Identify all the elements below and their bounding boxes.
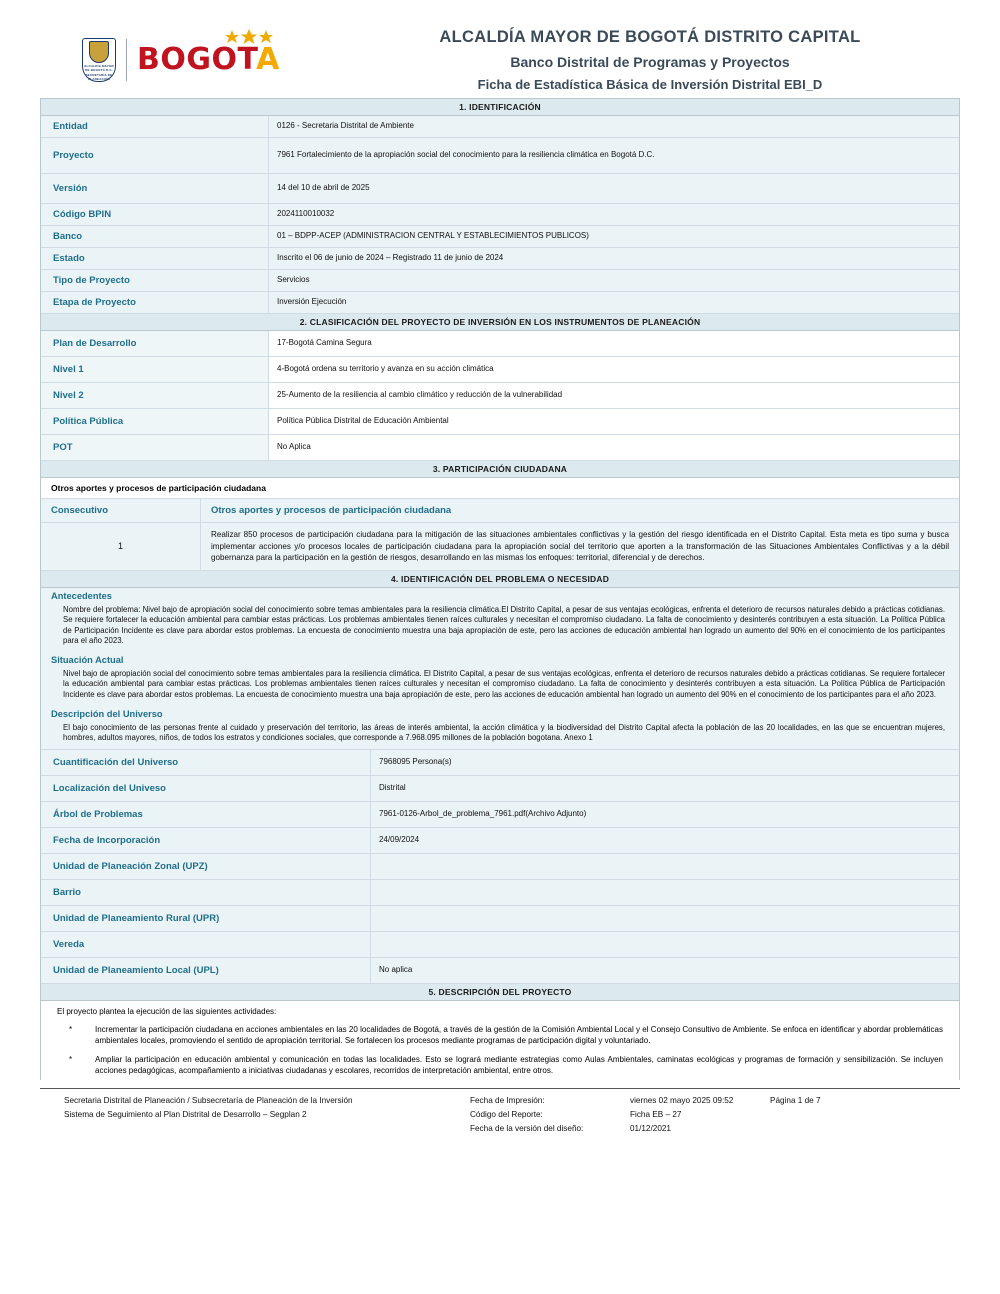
footer-meta-value: 01/12/2021 bbox=[630, 1123, 671, 1133]
field-value: 2024110010032 bbox=[269, 204, 959, 225]
footer-org-line1: Secretaria Distrital de Planeación / Subsecretaría de Planeación de la Inversión bbox=[64, 1095, 353, 1105]
section-2-table bbox=[41, 331, 959, 461]
field-value bbox=[371, 932, 959, 957]
field-label: Cuantificación del Universo bbox=[41, 750, 371, 775]
row-number: 1 bbox=[41, 523, 201, 570]
document-header bbox=[40, 28, 960, 92]
field-value: 24/09/2024 bbox=[371, 828, 959, 853]
table-row bbox=[41, 435, 959, 461]
title-entity: ALCALDÍA MAYOR DE BOGOTÁ DISTRITO CAPITAL bbox=[439, 28, 861, 46]
footer-meta-value: Ficha EB – 27 bbox=[630, 1109, 682, 1119]
table-row bbox=[41, 802, 959, 828]
descripcion-universo-label: Descripción del Universo bbox=[41, 706, 959, 721]
table-row bbox=[41, 226, 959, 248]
shield-caption-secondary: SECRETARÍA DE PLANEACIÓN bbox=[85, 73, 113, 81]
table-row bbox=[41, 409, 959, 435]
page-footer bbox=[40, 1088, 960, 1136]
field-label: Estado bbox=[41, 248, 269, 269]
participacion-intro: Otros aportes y procesos de participación ciudadana bbox=[41, 478, 959, 499]
field-label: Banco bbox=[41, 226, 269, 247]
header-titles bbox=[340, 28, 960, 92]
field-value: Inscrito el 06 de junio de 2024 – Registrado 11 de junio de 2024 bbox=[269, 248, 959, 269]
table-row bbox=[41, 828, 959, 854]
logo-divider bbox=[126, 39, 127, 81]
section-2-header: 2. CLASIFICACIÓN DEL PROYECTO DE INVERSIÓN EN LOS INSTRUMENTOS DE PLANEACIÓN bbox=[41, 314, 959, 331]
field-value: 17-Bogotá Camina Segura bbox=[269, 331, 959, 356]
situacion-actual-text: Nivel bajo de apropiación social del conocimiento sobre temas ambientales para la resiliencia climática. El Distrito Capital, a pesar de sus ventajas ecológicas, enfrenta el deterioro de recursos naturales debido a prácticas cotidianas. Se requiere fortalecer la educación ambiental para cambiar estas prácticas. Los problemas ambientales tienen raíces culturales y necesitan el compromiso ciudadano. La falta de conocimiento y desinterés contribuyen a esta situación. La Política Pública de Participación Incidente es clave para abordar estos problemas. La encuesta de conocimiento muestra una baja apropiación de este, pero las acciones de educación ambiental han logrado un aumento del 90% en el conocimiento de los participantes para el año 2023. bbox=[41, 667, 959, 706]
field-label: Tipo de Proyecto bbox=[41, 270, 269, 291]
field-label: Unidad de Planeación Zonal (UPZ) bbox=[41, 854, 371, 879]
logo-zone bbox=[40, 38, 340, 82]
column-header-consecutivo: Consecutivo bbox=[41, 499, 201, 522]
table-row bbox=[41, 116, 959, 138]
section-5-header: 5. DESCRIPCIÓN DEL PROYECTO bbox=[41, 984, 959, 1001]
field-value: 01 – BDPP-ACEP (ADMINISTRACION CENTRAL Y ESTABLECIMIENTOS PUBLICOS) bbox=[269, 226, 959, 247]
shield-caption: ALCALDÍA MAYOR DE BOGOTÁ D.C. bbox=[84, 64, 114, 72]
bogota-shield-icon bbox=[82, 38, 116, 82]
field-value: 0126 - Secretaria Distrital de Ambiente bbox=[269, 116, 959, 137]
table-row bbox=[41, 932, 959, 958]
column-header-aportes: Otros aportes y procesos de participación ciudadana bbox=[201, 499, 959, 522]
title-form: Ficha de Estadística Básica de Inversión Distrital EBI_D bbox=[477, 77, 823, 92]
antecedentes-text: Nombre del problema: Nivel bajo de apropiación social del conocimiento sobre temas ambientales para la resiliencia climática.El Distrito Capital, a pesar de sus ventajas ecológicas, enfrenta el deterioro de recursos naturales debido a prácticas cotidianas. Se requiere fortalecer la educación ambiental para cambiar estas prácticas. Los problemas ambientales tienen raíces culturales y necesitan el compromiso ciudadano. La falta de conocimiento y desinterés contribuyen a esta situación. La Política Pública de Participación Incidente es clave para abordar estos problemas. La encuesta de conocimiento muestra una baja apropiación de este, pero las acciones de educación ambiental han logrado un aumento del 90% en el conocimiento de los participantes para el año 2023. bbox=[41, 603, 959, 652]
footer-meta-key: Código del Reporte: bbox=[470, 1109, 543, 1119]
section-1-header: 1. IDENTIFICACIÓN bbox=[41, 99, 959, 116]
field-label: Código BPIN bbox=[41, 204, 269, 225]
field-value: Política Pública Distrital de Educación Ambiental bbox=[269, 409, 959, 434]
field-value: 4-Bogotá ordena su territorio y avanza en su acción climática bbox=[269, 357, 959, 382]
field-value bbox=[371, 906, 959, 931]
field-label: Nivel 1 bbox=[41, 357, 269, 382]
field-label: Entidad bbox=[41, 116, 269, 137]
table-row bbox=[41, 523, 959, 571]
table-row bbox=[41, 880, 959, 906]
field-value: Servicios bbox=[269, 270, 959, 291]
document-body bbox=[40, 98, 960, 1080]
footer-meta-key: Fecha de la versión del diseño: bbox=[470, 1123, 584, 1133]
field-value: Inversión Ejecución bbox=[269, 292, 959, 313]
descripcion-item-text: Ampliar la participación en educación ambiental y comunicación en todas las localidades. Esto se logrará mediante estrategias como Aulas Ambientales, caminatas ecológicas y programas de formación y sensibilización. Se incluyen acciones pedagógicas, acompañamiento a iniciativas ciudadanas y escolares, recorridos de interpretación ambiental, entre otros. bbox=[95, 1054, 943, 1075]
field-label: Etapa de Proyecto bbox=[41, 292, 269, 313]
field-label: Unidad de Planeamiento Rural (UPR) bbox=[41, 906, 371, 931]
table-row bbox=[41, 270, 959, 292]
table-row bbox=[41, 958, 959, 984]
descripcion-item bbox=[41, 1020, 959, 1050]
table-row bbox=[41, 906, 959, 932]
field-label: Barrio bbox=[41, 880, 371, 905]
field-label: Política Pública bbox=[41, 409, 269, 434]
footer-meta-row bbox=[470, 1122, 770, 1136]
field-label: Versión bbox=[41, 174, 269, 203]
wordmark-text: BOGOT bbox=[137, 42, 257, 77]
field-value: 7968095 Persona(s) bbox=[371, 750, 959, 775]
table-row bbox=[41, 776, 959, 802]
bullet-marker: * bbox=[69, 1024, 73, 1034]
participacion-table-header bbox=[41, 499, 959, 523]
table-row bbox=[41, 138, 959, 174]
footer-meta-row bbox=[470, 1094, 770, 1108]
table-row bbox=[41, 383, 959, 409]
footer-meta-key: Fecha de Impresión: bbox=[470, 1095, 545, 1105]
field-value: Distrital bbox=[371, 776, 959, 801]
table-row bbox=[41, 204, 959, 226]
field-value: No aplica bbox=[371, 958, 959, 983]
table-row bbox=[41, 331, 959, 357]
footer-meta bbox=[470, 1094, 770, 1136]
table-row bbox=[41, 357, 959, 383]
footer-left bbox=[40, 1094, 470, 1136]
field-label: Vereda bbox=[41, 932, 371, 957]
descripcion-item-text: Incrementar la participación ciudadana en acciones ambientales en las 20 localidades de Bogotá, a través de la gestión de la Comisión Ambiental Local y el Consejo Consultivo de Ambiente. Se enfoca en identificar y abordar problemáticas ambientales locales, promoviendo el sentido de apropiación territorial. Se fortalecen los procesos mediante programas de participación digital y voluntariado. bbox=[95, 1024, 943, 1045]
table-row bbox=[41, 854, 959, 880]
table-row bbox=[41, 174, 959, 204]
antecedentes-label: Antecedentes bbox=[41, 588, 959, 603]
field-label: Proyecto bbox=[41, 138, 269, 173]
table-row bbox=[41, 292, 959, 314]
field-value bbox=[371, 854, 959, 879]
section-1-table bbox=[41, 116, 959, 314]
descripcion-intro: El proyecto plantea la ejecución de las siguientes actividades: bbox=[41, 1001, 959, 1020]
row-text: Realizar 850 procesos de participación ciudadana para la mitigación de las situaciones ambientales conflictivas y la gestión del riesgo identificada en el Distrito Capital. Esta meta es tipo suma y busca implementar acciones y/o procesos locales de participación ciudadana para la apropiación social del territorio que aporten a la transformación de las Situaciones Ambientales Conflictivas y a la débil gobernanza para la participación en la gestión de riesgos, desarrollando en las mismas los enfoques: territorial, diferencial y de derechos. bbox=[201, 523, 959, 570]
footer-page-number: Página 1 de 7 bbox=[770, 1095, 821, 1105]
field-label: Fecha de Incorporación bbox=[41, 828, 371, 853]
table-row bbox=[41, 750, 959, 776]
field-label: Árbol de Problemas bbox=[41, 802, 371, 827]
stars-icon bbox=[214, 29, 284, 45]
title-bank: Banco Distrital de Programas y Proyectos bbox=[510, 54, 790, 70]
bullet-marker: * bbox=[69, 1054, 73, 1064]
wordmark-tail: A bbox=[256, 42, 280, 77]
field-label: Localización del Univeso bbox=[41, 776, 371, 801]
field-value: 14 del 10 de abril de 2025 bbox=[269, 174, 959, 203]
field-label: POT bbox=[41, 435, 269, 460]
descripcion-universo-text: El bajo conocimiento de las personas frente al cuidado y preservación del territorio, las áreas de interés ambiental, la acción climática y la biodiversidad del Distrito Capital afecta la población de las 20 localidades, en las que se encuentran mujeres, hombres, adultos mayores, niños, de todos los estratos y condiciones sociales, que corresponde a 7.968.095 millones de la población bogotana. Anexo 1 bbox=[41, 721, 959, 750]
field-value: 7961 Fortalecimiento de la apropiación social del conocimiento para la resiliencia climática en Bogotá D.C. bbox=[269, 138, 959, 173]
section-3-header: 3. PARTICIPACIÓN CIUDADANA bbox=[41, 461, 959, 478]
section-4-header: 4. IDENTIFICACIÓN DEL PROBLEMA O NECESIDAD bbox=[41, 571, 959, 588]
footer-meta-value: viernes 02 mayo 2025 09:52 bbox=[630, 1095, 734, 1105]
situacion-actual-label: Situación Actual bbox=[41, 652, 959, 667]
problema-campos-table bbox=[41, 750, 959, 984]
table-row bbox=[41, 248, 959, 270]
field-label: Unidad de Planeamiento Local (UPL) bbox=[41, 958, 371, 983]
descripcion-item bbox=[41, 1050, 959, 1080]
field-value: 7961-0126-Arbol_de_problema_7961.pdf(Archivo Adjunto) bbox=[371, 802, 959, 827]
footer-meta-row bbox=[470, 1108, 770, 1122]
field-value: No Aplica bbox=[269, 435, 959, 460]
field-value bbox=[371, 880, 959, 905]
field-label: Plan de Desarrollo bbox=[41, 331, 269, 356]
field-value: 25-Aumento de la resiliencia al cambio climático y reducción de la vulnerabilidad bbox=[269, 383, 959, 408]
bogota-wordmark bbox=[137, 43, 280, 77]
footer-org-line2: Sistema de Seguimiento al Plan Distrital de Desarrollo – Segplan 2 bbox=[64, 1109, 307, 1119]
field-label: Nivel 2 bbox=[41, 383, 269, 408]
